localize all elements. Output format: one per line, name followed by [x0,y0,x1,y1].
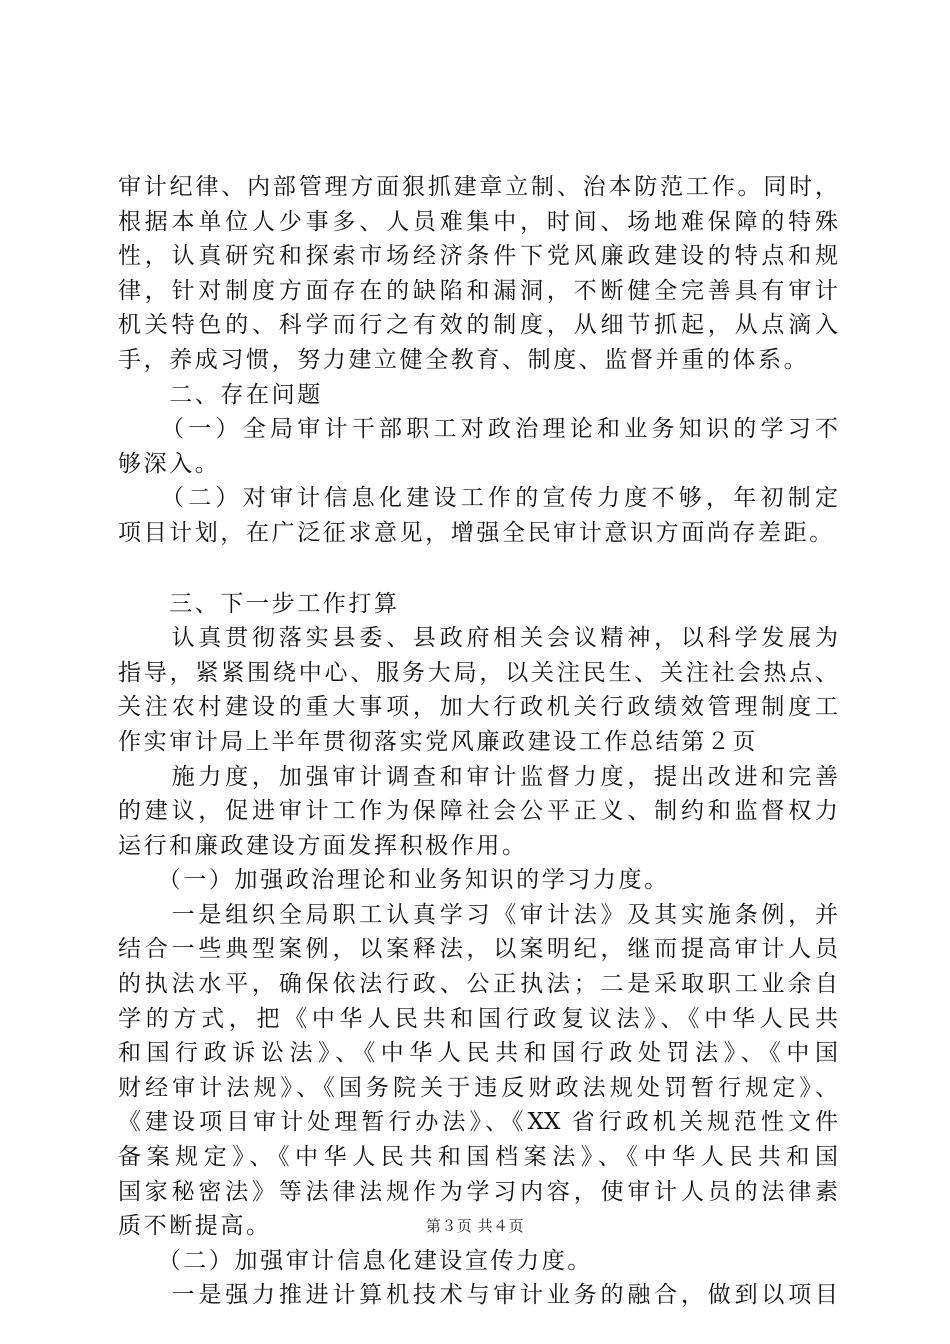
text-line: 和国行政诉讼法》、《中华人民共和国行政处罚法》、《中国 [118,1040,838,1067]
text-line: 手，养成习惯，努力建立健全教育、制度、监督并重的体系。 [118,346,810,373]
section-heading: 三、下一步工作打算 [118,590,400,617]
text-line: 指导，紧紧围绕中心、服务大局，以关注民生、关注社会热点、 [118,659,838,686]
text-line: 关注农村建设的重大事项，加大行政机关行政绩效管理制度工 [118,694,838,721]
subsection-heading: （二）加强审计信息化建设宣传力度。 [118,1247,593,1274]
text-line: 施力度，加强审计调查和审计监督力度，提出改进和完善 [118,763,838,790]
text-line: （一）全局审计干部职工对政治理论和业务知识的学习不 [118,416,838,443]
text-line: 认真贯彻落实县委、县政府相关会议精神，以科学发展为 [118,625,838,652]
page-number-footer: 第３页 共４页 [425,1217,525,1235]
text-line: 备案规定》、《中华人民共和国档案法》、《中华人民共和国 [118,1144,838,1171]
section-heading: 二、存在问题 [118,381,323,408]
text-line: 《建设项目审计处理暂行办法》、《XX 省行政机关规范性文件 [118,1109,838,1136]
text-line: 机关特色的、科学而行之有效的制度，从细节抓起，从点滴入 [118,312,838,339]
text-line: 性，认真研究和探索市场经济条件下党风廉政建设的特点和规 [118,243,838,270]
text-line: （二）对审计信息化建设工作的宣传力度不够，年初制定 [118,485,838,512]
text-line: 够深入。 [118,450,221,477]
text-line: 一是组织全局职工认真学习《审计法》及其实施条例，并 [118,901,838,928]
blank-line [118,551,838,587]
text-line: 作实审计局上半年贯彻落实党风廉政建设工作总结第２页 [118,728,758,755]
document-body [118,170,838,1313]
text-line: 运行和廉政建设方面发挥积极作用。 [118,832,528,859]
text-line: 一是强力推进计算机技术与审计业务的融合，做到以项目 [118,1282,838,1309]
text-line: 结合一些典型案例，以案释法，以案明纪，继而提高审计人员 [118,936,838,963]
text-line: 项目计划，在广泛征求意见，增强全民审计意识方面尚存差距。 [118,519,835,546]
text-line: 财经审计法规》、《国务院关于违反财政法规处罚暂行规定》、 [118,1074,838,1101]
text-line: 的执法水平，确保依法行政、公正执法；二是采取职工业余自 [118,971,838,998]
text-line: 学的方式，把《中华人民共和国行政复议法》、《中华人民共 [118,1005,838,1032]
text-line: 根据本单位人少事多、人员难集中，时间、场地难保障的特殊 [118,208,838,235]
text-line: 质不断提高。 [118,1213,272,1240]
text-line: 律，针对制度方面存在的缺陷和漏洞，不断健全完善具有审计 [118,277,838,304]
text-line: 国家秘密法》等法律法规作为学习内容，使审计人员的法律素 [118,1178,838,1205]
subsection-heading: （一）加强政治理论和业务知识的学习力度。 [118,867,670,894]
text-line: 审计纪律、内部管理方面狠抓建章立制、治本防范工作。同时， [118,174,838,200]
text-line: 的建议，促进审计工作为保障社会公平正义、制约和监督权力 [118,798,838,825]
